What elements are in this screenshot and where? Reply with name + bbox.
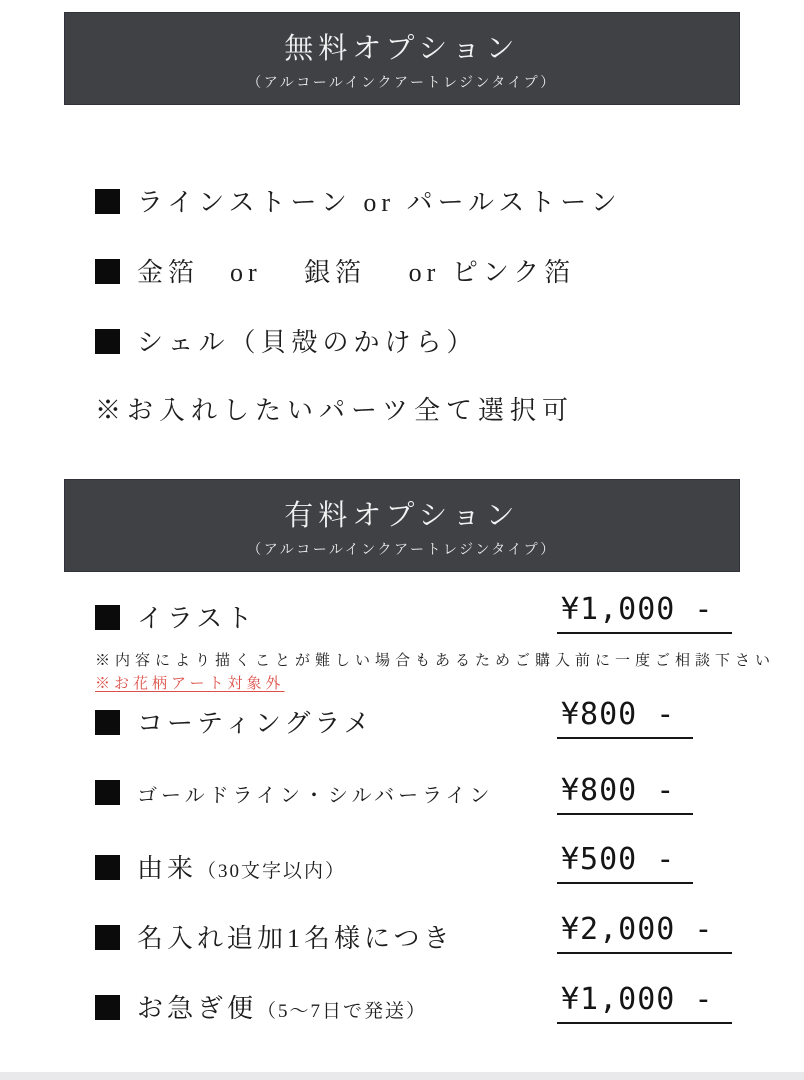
black-square-bullet-icon: [95, 189, 120, 214]
list-item: [95, 252, 784, 289]
list-item: [95, 182, 784, 219]
free-item-label: シェル（貝殻のかけら）: [137, 328, 478, 357]
list-item: [95, 322, 784, 359]
black-square-bullet-icon: [95, 259, 120, 284]
paid-option-row: [95, 982, 804, 1030]
free-options-title: 無料オプション: [284, 33, 520, 65]
black-square-bullet-icon: [95, 605, 120, 630]
paid-item-price: ¥2,000 -: [557, 912, 732, 954]
paid-option-row: [95, 842, 804, 890]
paid-option-row: [95, 592, 804, 640]
black-square-bullet-icon: [95, 855, 120, 880]
paid-options-header: [64, 479, 740, 572]
black-square-bullet-icon: [95, 780, 120, 805]
black-square-bullet-icon: [95, 329, 120, 354]
paid-item-price: ¥800 -: [557, 773, 693, 815]
paid-options-subtitle: （アルコールインクアートレジンタイプ）: [247, 543, 557, 558]
free-options-subtitle: （アルコールインクアートレジンタイプ）: [247, 76, 557, 91]
illustration-consult-note: ※内容により描くことが難しい場合もあるためご購入前に一度ご相談下さい: [95, 653, 776, 669]
paid-item-label: イラスト: [137, 604, 257, 633]
paid-item-price: ¥500 -: [557, 842, 693, 884]
paid-item-label-sub: （5～7日で発送）: [257, 1001, 428, 1022]
black-square-bullet-icon: [95, 995, 120, 1020]
black-square-bullet-icon: [95, 925, 120, 950]
paid-item-price: ¥1,000 -: [557, 982, 732, 1024]
paid-option-row: [95, 773, 804, 821]
paid-item-label: ゴールドライン・シルバーライン: [137, 785, 494, 807]
illustration-exclusion-note: ※お花柄アート対象外: [95, 676, 285, 692]
paid-item-label: 名入れ追加1名様につき: [137, 924, 454, 953]
free-options-note: ※お入れしたいパーツ全て選択可: [95, 396, 574, 425]
paid-item-label: 由来: [137, 854, 198, 883]
black-square-bullet-icon: [95, 710, 120, 735]
paid-item-label: お急ぎ便: [137, 994, 258, 1023]
paid-options-title: 有料オプション: [284, 500, 520, 532]
free-options-header: [64, 12, 740, 105]
free-item-label: ラインストーン or パールストーン: [137, 188, 622, 217]
footer-strip: [0, 1072, 804, 1080]
free-item-label: 金箔 or 銀箔 or ピンク箔: [137, 258, 576, 287]
paid-item-price: ¥1,000 -: [557, 592, 732, 634]
paid-item-label: コーティングラメ: [137, 709, 374, 738]
paid-item-price: ¥800 -: [557, 697, 693, 739]
paid-option-row: [95, 912, 804, 960]
paid-item-label-sub: （30文字以内）: [197, 861, 347, 882]
paid-option-row: [95, 697, 804, 745]
